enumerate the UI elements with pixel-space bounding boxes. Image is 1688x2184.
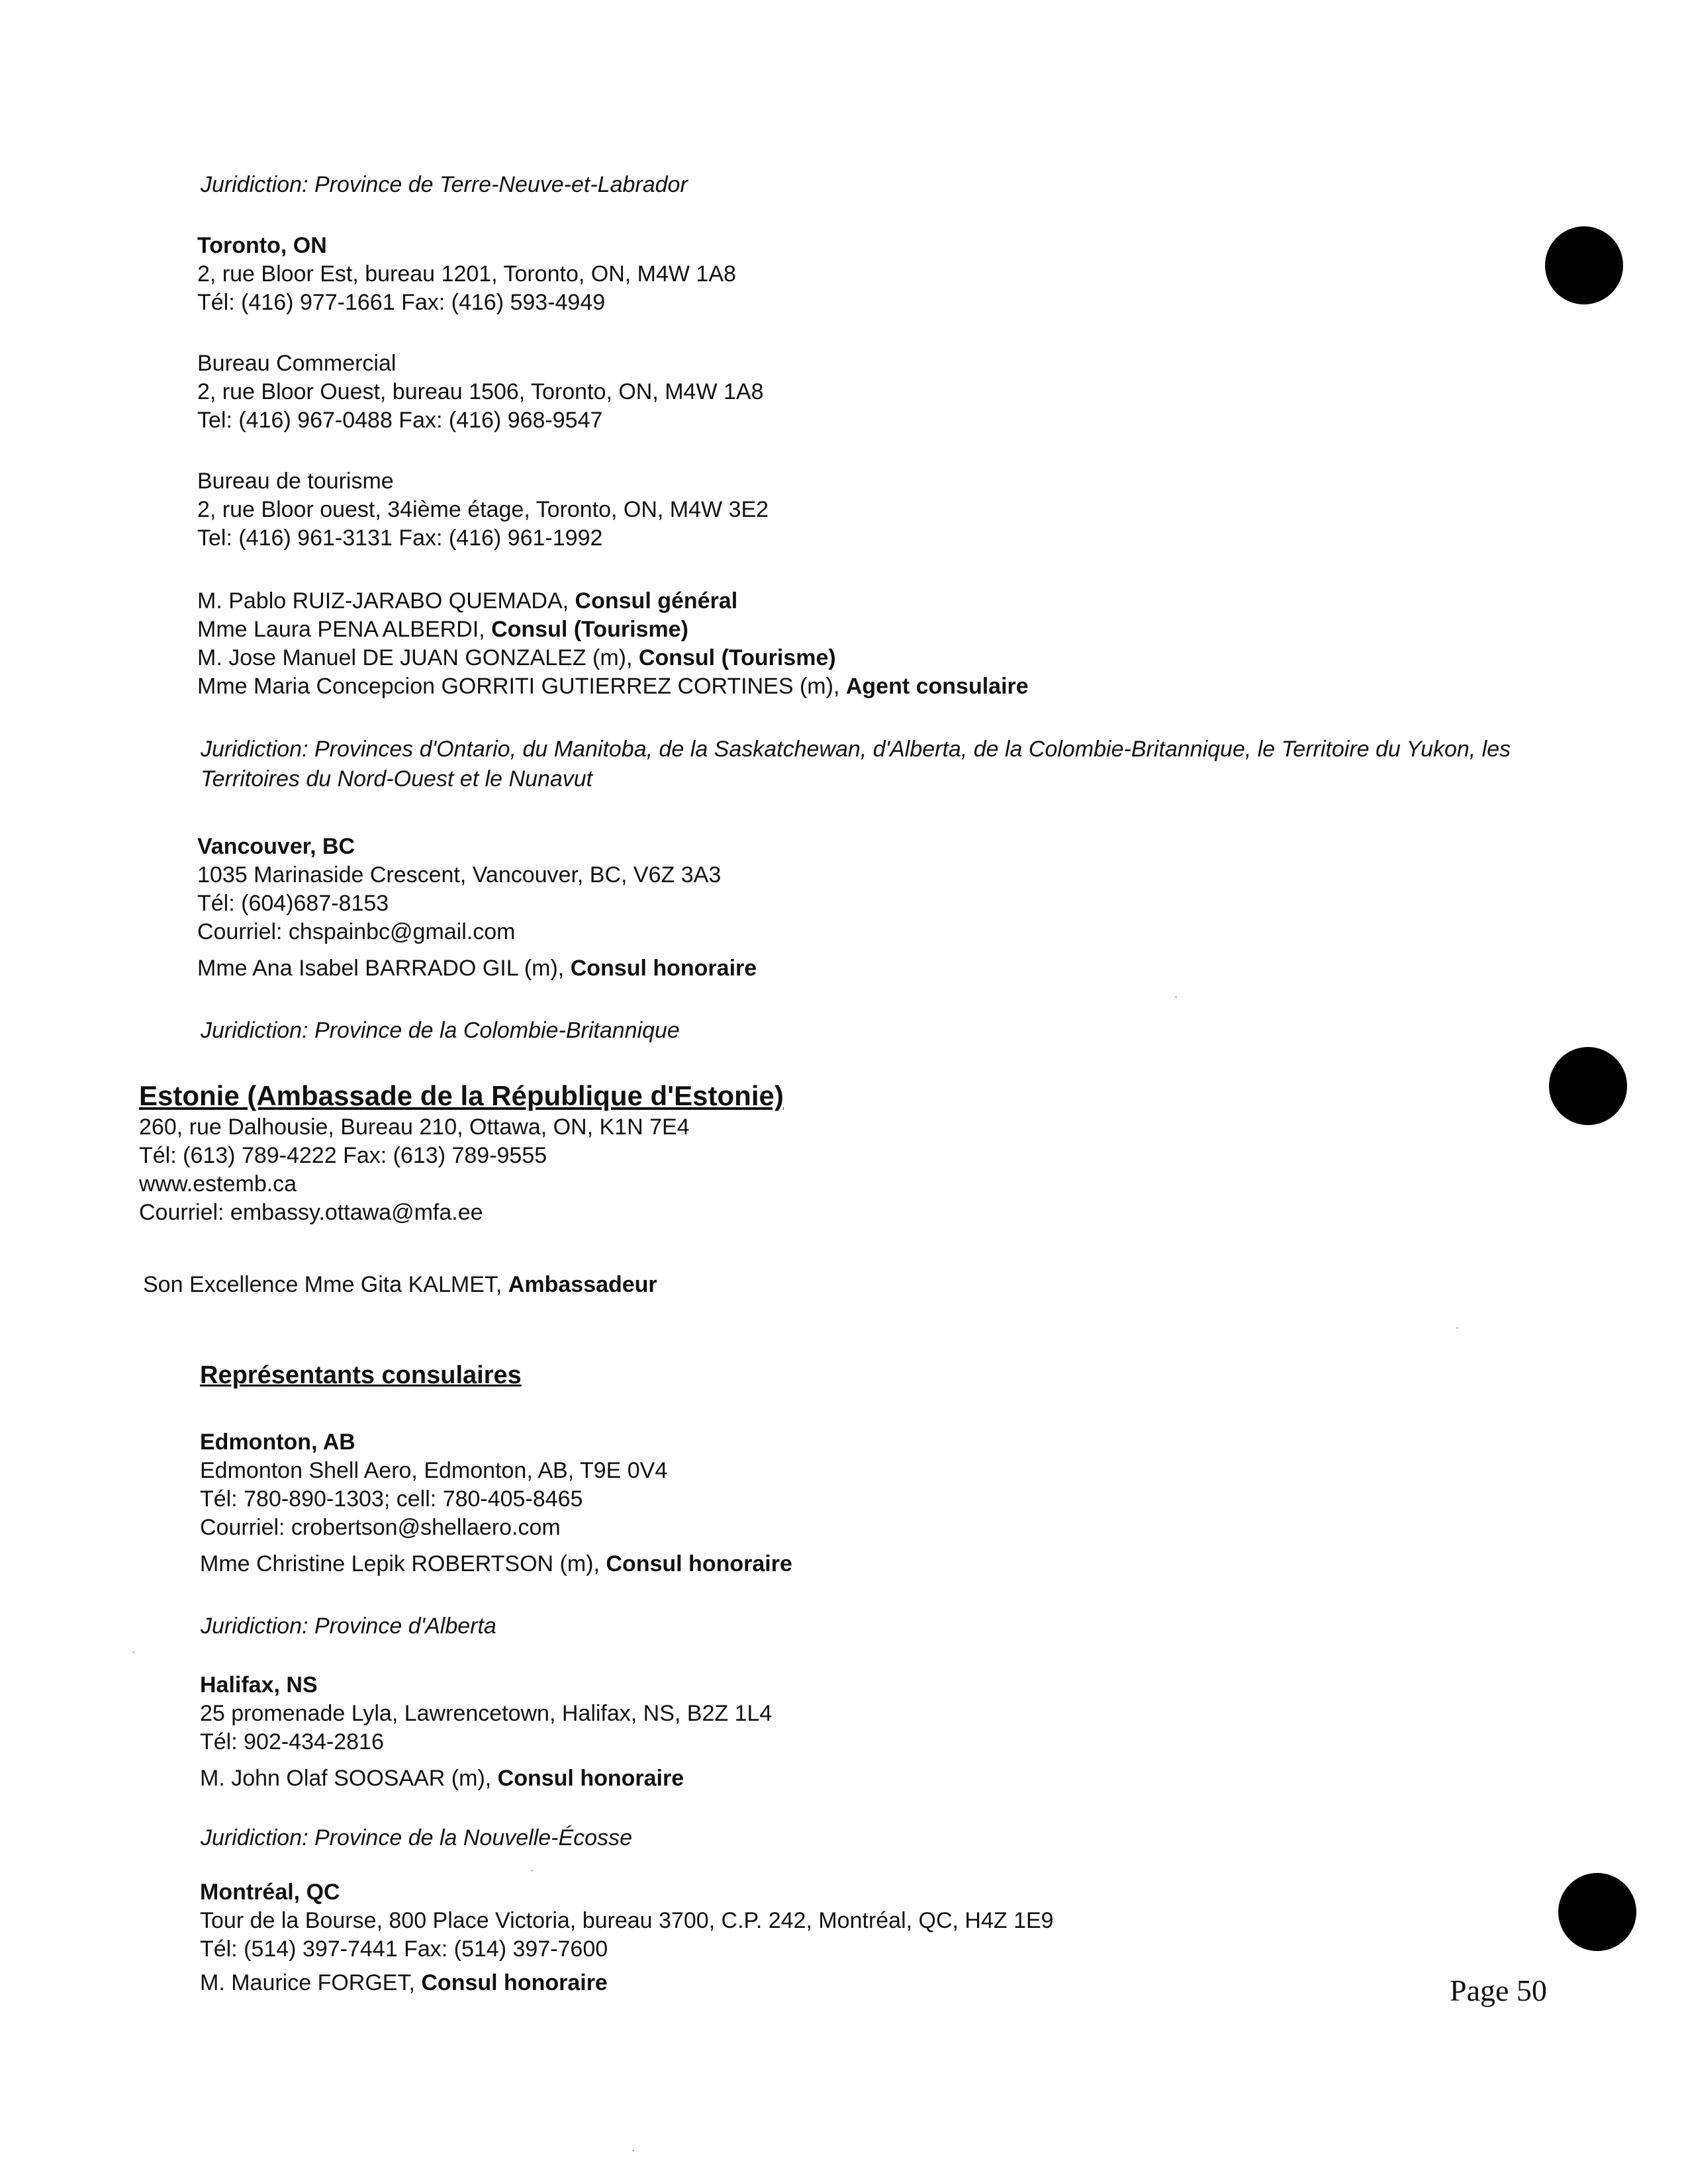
country-heading: Estonie (Ambassade de la République d'Estonie) [139, 1080, 784, 1111]
official-name: M. Jose Manuel DE JUAN GONZALEZ (m), [197, 645, 639, 670]
official-name: Mme Laura PENA ALBERDI, [197, 617, 492, 642]
ambassador-entry [143, 1271, 657, 1299]
address: Edmonton Shell Aero, Edmonton, AB, T9E 0V4 [200, 1458, 668, 1483]
punch-hole [1558, 1873, 1636, 1951]
scan-speck [632, 2150, 634, 2152]
scan-speck [132, 1651, 134, 1653]
jurisdiction-vancouver [201, 1016, 680, 1046]
jurisdiction-text: Provinces d'Ontario, du Manitoba, de la Saskatchewan, d'Alberta, de la Colombie-Britannique, le Territoire du Yukon, les Territoires du Nord-Ouest et le Nunavut [201, 737, 1511, 792]
address: 2, rue Bloor Est, bureau 1201, Toronto, ON, M4W 1A8 [197, 261, 736, 287]
website: www.estemb.ca [139, 1171, 297, 1197]
jurisdiction-label: Juridiction: [201, 1018, 308, 1043]
email: Courriel: embassy.ottawa@mfa.ee [139, 1200, 483, 1225]
official-title: Consul honoraire [497, 1766, 684, 1791]
official-name: M. Pablo RUIZ-JARABO QUEMADA, [197, 588, 575, 614]
phone-fax: Tel: (416) 967-0488 Fax: (416) 968-9547 [197, 408, 603, 433]
official-name: M. Maurice FORGET, [200, 1970, 422, 1995]
punch-hole [1545, 226, 1623, 304]
toronto-tourism-office [197, 467, 769, 553]
official-entry [197, 672, 1029, 701]
jurisdiction-label: Juridiction: [201, 737, 308, 762]
ambassador-title: Ambassadeur [508, 1272, 657, 1297]
vancouver-section [197, 833, 757, 983]
toronto-section [197, 232, 736, 317]
jurisdiction-label: Juridiction: [201, 172, 308, 197]
jurisdiction-text: Province de la Nouvelle-Écosse [314, 1825, 632, 1850]
official-name: Mme Christine Lepik ROBERTSON (m), [200, 1551, 606, 1576]
consular-representatives-heading: Représentants consulaires [200, 1361, 522, 1389]
edmonton-section [200, 1428, 792, 1578]
address: 260, rue Dalhousie, Bureau 210, Ottawa, ON, K1N 7E4 [139, 1115, 690, 1140]
office-title: Bureau de tourisme [197, 469, 394, 494]
jurisdiction-toronto [201, 735, 1524, 794]
email: Courriel: chspainbc@gmail.com [197, 919, 516, 944]
official-name: M. John Olaf SOOSAAR (m), [200, 1766, 498, 1791]
phone-fax: Tél: (514) 397-7441 Fax: (514) 397-7600 [200, 1936, 608, 1962]
official-name: Mme Maria Concepcion GORRITI GUTIERREZ CORTINES (m), [197, 674, 846, 699]
jurisdiction-text: Province d'Alberta [314, 1614, 496, 1639]
jurisdiction-halifax [201, 1823, 632, 1853]
official-entry [197, 615, 1029, 644]
jurisdiction-text: Province de la Colombie-Britannique [314, 1018, 680, 1043]
phone-fax: Tel: (416) 961-3131 Fax: (416) 961-1992 [197, 525, 603, 551]
official-title: Consul honoraire [421, 1970, 608, 1995]
scan-speck [1175, 996, 1177, 998]
page-number: Page 50 [1450, 1974, 1547, 2007]
punch-hole [1549, 1047, 1627, 1125]
city-heading: Vancouver, BC [197, 834, 355, 859]
halifax-section [200, 1671, 772, 1793]
city-heading: Toronto, ON [197, 233, 327, 258]
address: 25 promenade Lyla, Lawrencetown, Halifax, NS, B2Z 1L4 [200, 1701, 773, 1726]
address: 2, rue Bloor Ouest, bureau 1506, Toronto, ON, M4W 1A8 [197, 379, 764, 404]
email: Courriel: crobertson@shellaero.com [200, 1515, 561, 1540]
official-entry [197, 587, 1029, 615]
official-title: Consul (Tourisme) [638, 645, 836, 670]
city-heading: Halifax, NS [200, 1672, 318, 1698]
scan-speck [1456, 1327, 1458, 1329]
city-heading: Montréal, QC [200, 1880, 340, 1905]
phone-fax: Tél: (416) 977-1661 Fax: (416) 593-4949 [197, 290, 606, 315]
scan-speck [531, 1870, 533, 1872]
official-title: Agent consulaire [845, 674, 1029, 699]
address: 1035 Marinaside Crescent, Vancouver, BC, V6Z 3A3 [197, 862, 722, 887]
jurisdiction-label: Juridiction: [201, 1614, 308, 1639]
official-entry [200, 1550, 792, 1578]
address: 2, rue Bloor ouest, 34ième étage, Toronto, ON, M4W 3E2 [197, 497, 769, 522]
official-name: Mme Ana Isabel BARRADO GIL (m), [197, 956, 571, 981]
official-title: Consul honoraire [570, 956, 757, 981]
toronto-commercial-office [197, 349, 764, 435]
phone: Tél: 902-434-2816 [200, 1729, 384, 1754]
ambassador-name: Son Excellence Mme Gita KALMET, [143, 1272, 508, 1297]
jurisdiction-terre-neuve [201, 170, 688, 200]
official-entry [200, 1764, 772, 1793]
city-heading: Edmonton, AB [200, 1430, 355, 1455]
montreal-section [200, 1878, 1054, 1997]
office-title: Bureau Commercial [197, 351, 397, 376]
official-entry [197, 644, 1029, 672]
phone-fax: Tél: (613) 789-4222 Fax: (613) 789-9555 [139, 1143, 547, 1168]
jurisdiction-text: Province de Terre-Neuve-et-Labrador [314, 172, 688, 197]
official-title: Consul honoraire [606, 1551, 792, 1576]
address: Tour de la Bourse, 800 Place Victoria, bureau 3700, C.P. 242, Montréal, QC, H4Z 1E9 [200, 1908, 1054, 1933]
phone: Tél: 780-890-1303; cell: 780-405-8465 [200, 1486, 583, 1512]
jurisdiction-label: Juridiction: [201, 1825, 308, 1850]
official-entry [200, 1969, 1054, 1997]
estonia-section [139, 1079, 784, 1227]
official-entry [197, 954, 757, 983]
toronto-officials-list [197, 587, 1029, 701]
jurisdiction-edmonton [201, 1612, 496, 1641]
official-title: Consul (Tourisme) [491, 617, 688, 642]
official-title: Consul général [575, 588, 738, 614]
phone: Tél: (604)687-8153 [197, 891, 389, 916]
